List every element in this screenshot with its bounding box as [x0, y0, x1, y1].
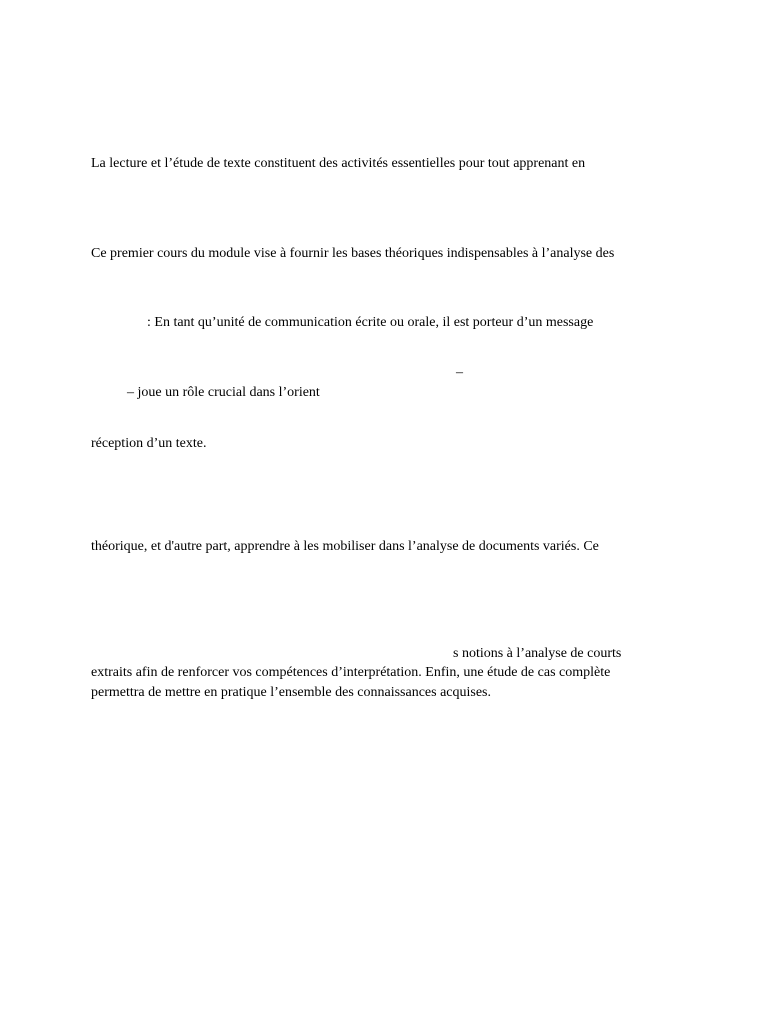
text-line-extracts: extraits afin de renforcer vos compétences d’interprétation. Enfin, une étude de cas complète	[91, 665, 611, 680]
text-line-course-aim: Ce premier cours du module vise à fournir les bases théoriques indispensables à l’analyse des	[91, 246, 615, 261]
text-line-theoretical: théorique, et d'autre part, apprendre à les mobiliser dans l’analyse de documents variés. Ce	[91, 539, 599, 554]
text-line-dash: –	[456, 365, 463, 380]
text-line-notions: s notions à l’analyse de courts	[453, 646, 622, 661]
text-line-reception: réception d’un texte.	[91, 436, 207, 451]
text-line-definition: : En tant qu’unité de communication écrite ou orale, il est porteur d’un message	[147, 315, 594, 330]
text-line-role: – joue un rôle crucial dans l’orient	[127, 385, 320, 400]
text-line-conclusion: permettra de mettre en pratique l’ensemble des connaissances acquises.	[91, 685, 492, 700]
text-line-intro: La lecture et l’étude de texte constituent des activités essentielles pour tout apprenant en	[91, 156, 586, 171]
